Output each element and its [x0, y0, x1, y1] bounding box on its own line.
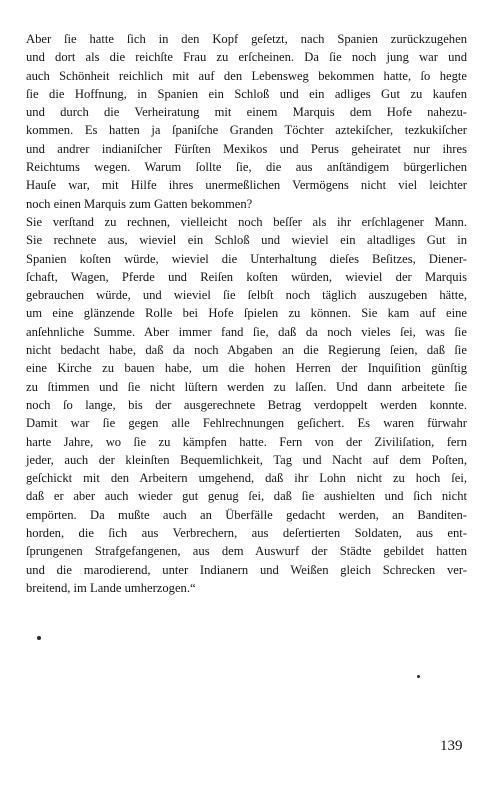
text-line-21: noch ſo lange, bis der ausgerechnete Betrag verdoppelt werden konnte.: [26, 397, 467, 412]
text-line-28: horden, die ſich aus Verbrechern, aus deſertierten Soldaten, aus ent-: [26, 526, 467, 541]
text-line-17: anſehnliche Summe. Aber immer fand ſie, daß da noch vieles ſei, was ſie: [26, 324, 467, 339]
text-line-1: Aber ſie hatte ſich in den Kopf geſetzt, nach Spanien zurückzugehen: [26, 32, 467, 46]
page-number: 139: [440, 738, 463, 754]
text-line-16: um eine glänzende Rolle bei Hofe ſpielen zu können. Sie kam auf eine: [26, 306, 467, 321]
text-line-9: Hauſe war, mit Hilfe ihres unermeßlichen Vermögens nicht viel leichter: [26, 178, 467, 193]
text-line-29: ſprungenen Strafgefangenen, aus dem Auswurf der Städte gebildet hatten: [26, 544, 467, 559]
text-line-13: Spanien koſten würde, wieviel die Unterhaltung dieſes Beſitzes, Diener-: [26, 251, 467, 266]
text-line-15: gebrauchen würde, und wieviel ſie ſelbſt noch täglich auszugeben hätte,: [26, 288, 467, 303]
text-line-6: kommen. Es hatten ja ſpaniſche Granden Töchter aztekiſcher, tezkukiſcher: [26, 123, 467, 138]
text-line-23: harte Jahre, wo ſie zu kämpfen hatte. Fern von der Ziviliſation, fern: [26, 434, 467, 449]
text-line-30: und die marodierend, unter Indianern und Weißen gleich Schrecken ver-: [26, 562, 467, 577]
text-line-27: empörten. Da mußte auch an Überfälle gedacht werden, an Banditen-: [26, 507, 467, 522]
text-line-19: eine Kirche zu bauen habe, um die hohen Herren der Inquiſition günſtig: [26, 361, 467, 376]
text-line-24: jeder, auch der kleinſten Bequemlichkeit, Tag und Nacht auf dem Poſten,: [26, 452, 467, 467]
text-line-22: Damit war ſie gegen alle Fehlrechnungen geſichert. Es waren fürwahr: [26, 416, 467, 431]
text-line-11: Sie verſtand zu rechnen, vielleicht noch beſſer als ihr erſchlagener Mann.: [26, 214, 467, 229]
text-line-26: daß er aber auch wieder gut genug ſei, daß ſie aushielten und ſich nicht: [26, 489, 467, 504]
text-line-12: Sie rechnete aus, wieviel ein Schloß und wieviel ein altadliges Gut in: [26, 233, 467, 248]
text-line-14: ſchaft, Wagen, Pferde und Reiſen koſten würden, wieviel der Marquis: [26, 269, 467, 284]
text-line-10: noch einen Marquis zum Gatten bekommen?: [26, 196, 253, 211]
text-line-5: und durch die Verheiratung mit einem Marquis dem Hofe nahezu-: [26, 105, 467, 120]
ink-speck: [37, 636, 41, 640]
text-line-4: ſie die Hoffnung, in Spanien ein Schloß und ein adliges Gut zu kaufen: [26, 86, 467, 101]
body-text: [26, 30, 467, 597]
text-line-18: nicht bedacht habe, daß da noch Abgaben an die Regierung ſeien, daß ſie: [26, 343, 467, 358]
text-line-8: Reichtums wegen. Warum ſollte ſie, die aus anſtändigem bürgerlichen: [26, 160, 467, 175]
ink-speck: [417, 675, 420, 678]
text-line-20: zu ſtimmen und ſie nicht lüſtern werden zu laſſen. Und dann arbeitete ſie: [26, 379, 467, 394]
text-line-31: breitend, im Lande umherzogen.“: [26, 580, 196, 595]
text-line-25: geſchickt mit den Arbeitern umgehend, daß ihr Lohn nicht zu hoch ſei,: [26, 471, 467, 486]
text-line-3: auch Schönheit reichlich mit auf den Lebensweg bekommen hatte, ſo hegte: [26, 68, 467, 83]
text-line-2: und dort als die reichſte Frau zu erſcheinen. Da ſie noch jung war und: [26, 50, 467, 65]
text-line-7: und andrer indianiſcher Fürſten Mexikos und Perus geheiratet nur ihres: [26, 141, 467, 156]
